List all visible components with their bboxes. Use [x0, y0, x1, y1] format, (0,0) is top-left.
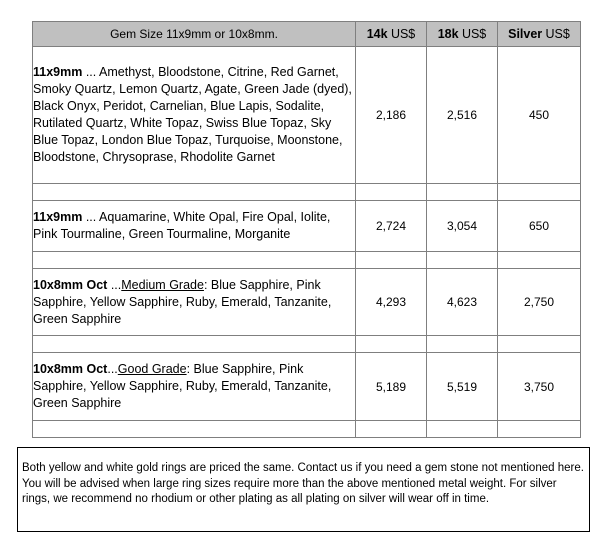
grade-separator: :	[186, 362, 194, 376]
price-14k: 5,189	[356, 353, 427, 421]
stone-list: Aquamarine, White Opal, Fire Opal, Iolite, Pink Tourmaline, Green Tourmaline, Morganite	[33, 210, 331, 241]
price-table	[32, 21, 581, 438]
stone-list: Blue Sapphire, Pink Sapphire, Yellow Sapphire, Ruby, Emerald, Tanzanite, Green Sapphire	[33, 362, 332, 410]
header-14k-currency: US$	[390, 27, 416, 41]
gem-description	[33, 47, 356, 184]
separator: ...	[82, 210, 100, 224]
header-14k	[356, 22, 427, 47]
spacer-row	[33, 421, 581, 438]
grade-separator: :	[203, 277, 211, 292]
grade-label: Good Grade	[117, 362, 187, 376]
separator: ...	[107, 362, 118, 376]
header-silver-metal: Silver	[508, 27, 543, 41]
price-14k: 2,186	[356, 47, 427, 184]
price-18k: 4,623	[427, 269, 498, 336]
grade-label: Medium Grade	[121, 277, 204, 292]
gem-size-label: 10x8mm Oct	[33, 277, 108, 292]
table-row	[33, 47, 581, 184]
stone-list: Blue Sapphire, Pink Sapphire, Yellow Sapphire, Ruby, Emerald, Tanzanite, Green Sapphire	[33, 277, 332, 326]
price-14k: 2,724	[356, 201, 427, 252]
pricing-note: Both yellow and white gold rings are priced the same. Contact us if you need a gem stone not mentioned here. You will be advised when large ring sizes require more than the above mentioned metal weight. For silver rings, we recommend no rhodium or other plating as all plating on silver will wear off in time.	[17, 447, 590, 532]
gem-description	[33, 201, 356, 252]
price-18k: 2,516	[427, 47, 498, 184]
table-row	[33, 269, 581, 336]
header-14k-metal: 14k	[366, 27, 388, 41]
gem-description	[33, 353, 356, 421]
gem-description	[33, 269, 356, 336]
separator: ...	[82, 65, 100, 79]
price-silver: 450	[498, 47, 581, 184]
stone-list: Amethyst, Bloodstone, Citrine, Red Garnet, Smoky Quartz, Lemon Quartz, Agate, Green Jade (dyed), Black Onyx, Peridot, Carnelian, Blue Lapis, Sodalite, Rutilated Quartz, White Topaz, Swiss Blue Topaz, Sky Blue Topaz, London Blue Topaz, Turquoise, Moonstone, Bloodstone, Chrysoprase, Rhodolite Garnet	[33, 65, 352, 164]
spacer-row	[33, 184, 581, 201]
spacer-row	[33, 252, 581, 269]
price-14k: 4,293	[356, 269, 427, 336]
table-row	[33, 353, 581, 421]
gem-size-header: Gem Size 11x9mm or 10x8mm.	[33, 22, 356, 47]
price-silver: 650	[498, 201, 581, 252]
spacer-row	[33, 336, 581, 353]
header-row	[33, 22, 581, 47]
separator: ...	[107, 277, 122, 292]
gem-size-label: 11x9mm	[33, 65, 83, 79]
header-18k-metal: 18k	[437, 27, 459, 41]
header-silver	[498, 22, 581, 47]
header-18k	[427, 22, 498, 47]
header-silver-currency: US$	[545, 27, 570, 41]
table-row	[33, 201, 581, 252]
price-silver: 2,750	[498, 269, 581, 336]
gem-size-label: 11x9mm	[33, 210, 83, 224]
price-18k: 3,054	[427, 201, 498, 252]
gem-size-label: 10x8mm Oct	[33, 362, 108, 376]
header-18k-currency: US$	[461, 27, 487, 41]
price-silver: 3,750	[498, 353, 581, 421]
price-18k: 5,519	[427, 353, 498, 421]
